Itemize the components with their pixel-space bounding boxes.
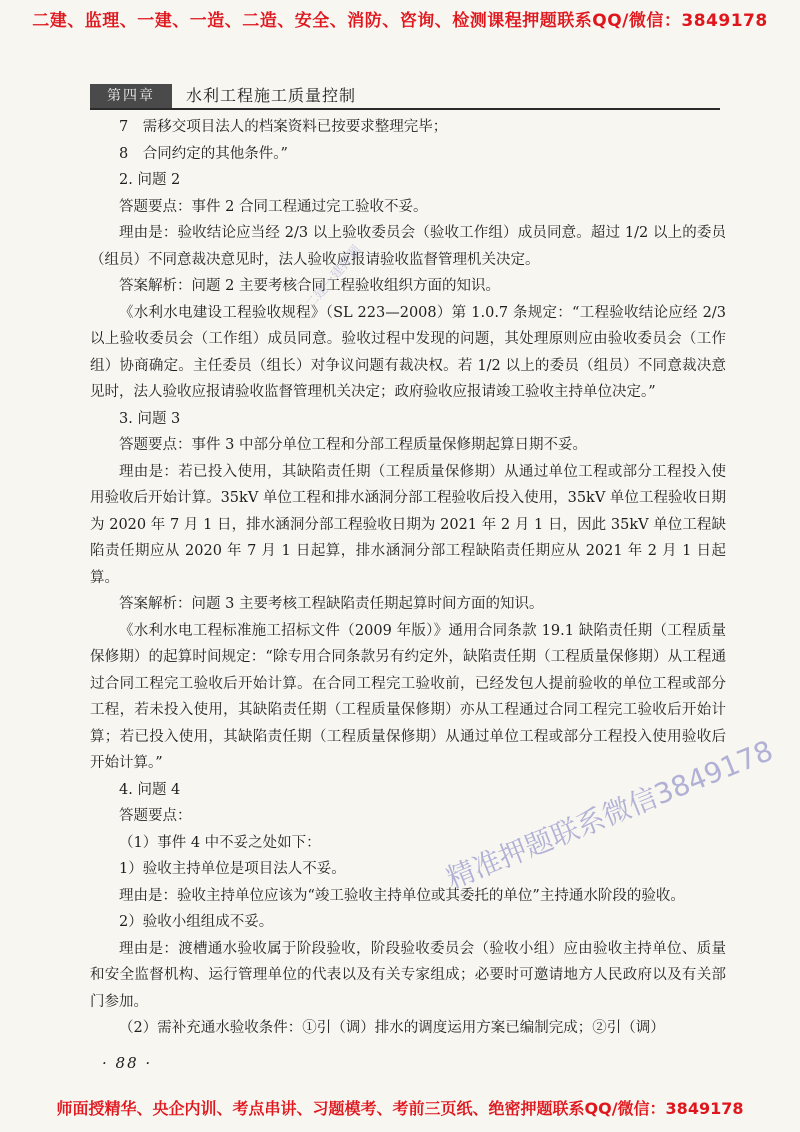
paragraph: 7 需移交项目法人的档案资料已按要求整理完毕； xyxy=(119,119,448,135)
paragraph: （1）事件 4 中不妥之处如下： xyxy=(119,834,321,851)
chapter-tag: 第四章 xyxy=(90,84,172,108)
paragraph: 理由是：渡槽通水验收属于阶段验收，阶段验收委员会（验收小组）应由验收主持单位、质量和安全监督机构、运行管理单位的代表以及有关专家组成；必要时可邀请地方人民政府以及有关部门参加。 xyxy=(90,940,726,1010)
question-heading: 4. 问题 4 xyxy=(119,781,181,798)
paragraph: （2）需补充通水验收条件：①引（调）排水的调度运用方案已编制完成；②引（调） xyxy=(119,1020,665,1036)
watermark-text: 精准押题联系微信3849178 xyxy=(441,734,778,896)
question-heading: 3. 问题 3 xyxy=(119,410,181,427)
paragraph: 理由是：若已投入使用，其缺陷责任期（工程质量保修期）从通过单位工程或部分工程投入使用验收后开始计算。35kV 单位工程和排水涵洞分部工程验收后投入使用，35kV 单位工程验收日期为 2020 年 7 月 1 日，排水涵洞分部工程验收日期为 2021 年 2 月 1 日，因此 35kV 单位工程缺陷责任期应从 2020 年 7 月 1 日起算，排水涵洞分部工程缺陷责任期应从 2021 年 2 月 1 日起算。 xyxy=(90,463,726,586)
bottom-banner: 师面授精华、央企内训、考点串讲、习题模考、考前三页纸、绝密押题联系QQ/微信：3849178 xyxy=(56,1099,744,1118)
paragraph: 答案解析：问题 3 主要考核工程缺陷责任期起算时间方面的知识。 xyxy=(119,596,544,612)
paragraph: 1）验收主持单位是项目法人不妥。 xyxy=(119,861,346,877)
paragraph: 《水利水电建设工程验收规程》（SL 223—2008）第 1.0.7 条规定：“工程验收结论应经 2/3 以上验收委员会（工作组）成员同意。验收过程中发现的问题，其处理原则应由验收委员会（工作组）协商确定。主任委员（组长）对争议问题有裁决权。若 1/2 以上的委员（组员）不同意裁决意见时，法人验收应报请验收监督管理机关决定；政府验收应报请竣工验收主持单位决定。” xyxy=(90,304,726,400)
paragraph: 答题要点：事件 2 合同工程通过完工验收不妥。 xyxy=(119,198,428,215)
paragraph: 理由是：验收主持单位应该为“竣工验收主持单位或其委托的单位”主持通水阶段的验收。 xyxy=(119,887,685,904)
paragraph: 答题要点：事件 3 中部分单位工程和分部工程质量保修期起算日期不妥。 xyxy=(119,437,587,453)
paragraph: 2）验收小组组成不妥。 xyxy=(119,914,274,930)
page-number: · 88 · xyxy=(102,1054,153,1072)
paragraph: 理由是：验收结论应当经 2/3 以上验收委员会（验收工作组）成员同意。超过 1/2 以上的委员（组员）不同意裁决意见时，法人验收应报请验收监督管理机关决定。 xyxy=(90,225,726,268)
watermark-text-faint: 二建一建押题 xyxy=(303,242,365,313)
question-heading: 2. 问题 2 xyxy=(119,172,181,188)
top-banner: 二建、监理、一建、一造、二造、安全、消防、咨询、检测课程押题联系QQ/微信：3849178 xyxy=(32,11,768,31)
paragraph: 答题要点： xyxy=(119,808,192,824)
chapter-title: 水利工程施工质量控制 xyxy=(186,86,357,105)
page-content xyxy=(90,114,726,1042)
paragraph: 答案解析：问题 2 主要考核合同工程验收组织方面的知识。 xyxy=(119,278,500,294)
chapter-header xyxy=(90,84,720,110)
paragraph: 《水利水电工程标准施工招标文件（2009 年版）》通用合同条款 19.1 缺陷责任期（工程质量保修期）的起算时间规定：“除专用合同条款另有约定外，缺陷责任期（工程质量保修期）从工程通过合同工程完工验收后开始计算。在合同工程完工验收前，已经发包人提前验收的单位工程或部分工程，若未投入使用，其缺陷责任期（工程质量保修期）亦从工程通过合同工程完工验收后开始计算；若已投入使用，其缺陷责任期（工程质量保修期）从通过单位工程或部分工程投入使用验收后开始计算。” xyxy=(90,622,726,771)
paragraph: 8 合同约定的其他条件。” xyxy=(119,145,288,162)
